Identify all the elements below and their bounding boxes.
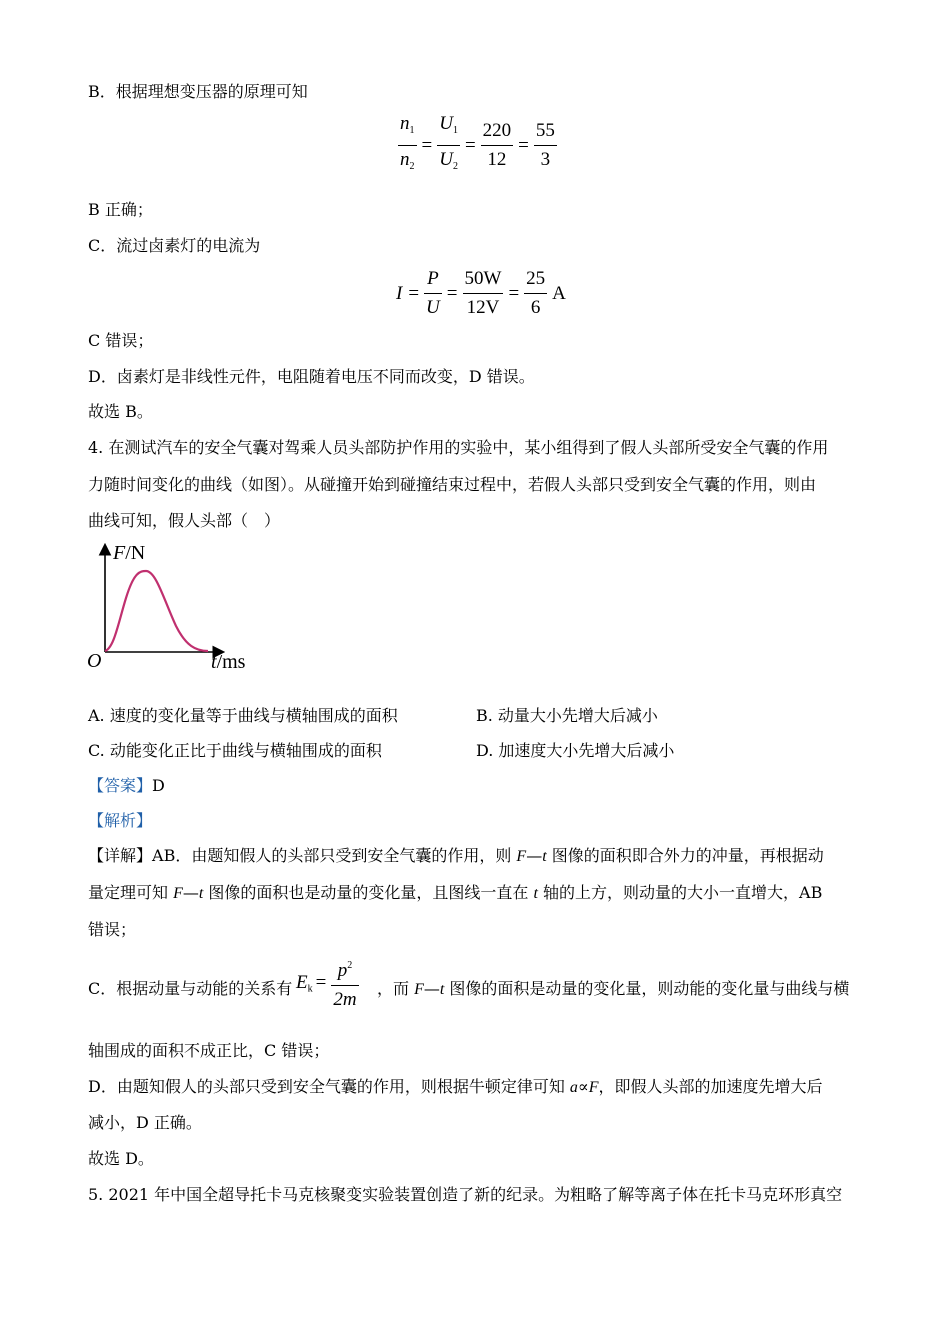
option-b: B. 动量大小先增大后减小 xyxy=(476,706,658,725)
option-d: D. 加速度大小先增大后减小 xyxy=(476,741,675,760)
x-axis-label: t/ms xyxy=(211,651,246,673)
kinetic-energy-formula: $E_k$ = $\frac{p^2}{2m}$ xyxy=(296,955,361,1011)
origin-label: O xyxy=(87,650,102,672)
option-a: A. 速度的变化量等于曲线与横轴围成的面积 xyxy=(88,706,398,725)
question-4-line-3: 曲线可知，假人头部（ ） xyxy=(88,511,281,530)
question-5-line-1: 5. 2021 年中国全超导托卡马克核聚变实验装置创造了新的纪录。为粗略了解等离子体在托卡马克环形真空 xyxy=(88,1185,843,1204)
option-b-conclusion: B 正确； xyxy=(88,200,153,219)
option-c-analysis: C．流过卤素灯的电流为 xyxy=(88,236,261,255)
detail-d-line-1: D．由题知假人的头部只受到安全气囊的作用，则根据牛顿定律可知 a∝F，即假人头部的加速度先增大后 xyxy=(88,1077,823,1096)
detail-line-2: 量定理可知 F—t 图像的面积也是动量的变化量，且图线一直在 t 轴的上方，则动量的大小一直增大，AB xyxy=(88,883,823,902)
question-4-line-2: 力随时间变化的曲线（如图）。从碰撞开始到碰撞结束过程中，若假人头部只受到安全气囊的作用，则由 xyxy=(88,475,817,494)
detail-line-3: 错误； xyxy=(88,920,137,939)
detail-c-line-2: 轴围成的面积不成正比，C 错误； xyxy=(88,1041,330,1060)
answer-choice-d: 故选 D。 xyxy=(88,1149,154,1168)
current-formula: I = $\frac{P}{U}$ = $\frac{50W}{12V}$ = $\frac{25}{6}$ A xyxy=(396,268,566,318)
y-axis-label: F/N xyxy=(113,542,146,564)
option-b-analysis: B．根据理想变压器的原理可知 xyxy=(88,82,308,101)
detail-c-line-1: C．根据动量与动能的关系有 xyxy=(88,979,293,998)
answer-value: D xyxy=(152,776,165,795)
option-d-analysis: D．卤素灯是非线性元件，电阻随着电压不同而改变，D 错误。 xyxy=(88,367,535,386)
analysis-tag: 【解析】 xyxy=(88,811,153,830)
transformer-ratio-formula: $\frac{n_1}{n_2}$ = $\frac{U_1}{U_2}$ = $\frac{220}{12}$ = $\frac{55}{3}$ xyxy=(400,113,555,172)
option-c: C. 动能变化正比于曲线与横轴围成的面积 xyxy=(88,741,382,760)
answer-choice-b: 故选 B。 xyxy=(88,402,153,421)
answer-tag: 【答案】 xyxy=(88,776,153,795)
answer-line xyxy=(88,775,165,797)
option-c-conclusion: C 错误； xyxy=(88,331,154,350)
question-4-line-1: 4. 在测试汽车的安全气囊对驾乘人员头部防护作用的实验中，某小组得到了假人头部所受安全气囊的作用 xyxy=(88,438,829,457)
force-curve xyxy=(105,571,208,651)
detail-line-1: 【详解】AB．由题知假人的头部只受到安全气囊的作用，则 F—t 图像的面积即合外力的冲量，再根据动 xyxy=(88,846,824,865)
detail-c-line-1-rest: ，而 F—t 图像的面积是动量的变化量，则动能的变化量与曲线与横 xyxy=(377,979,850,998)
force-time-graph xyxy=(84,540,264,676)
detail-d-line-2: 减小，D 正确。 xyxy=(88,1113,202,1132)
